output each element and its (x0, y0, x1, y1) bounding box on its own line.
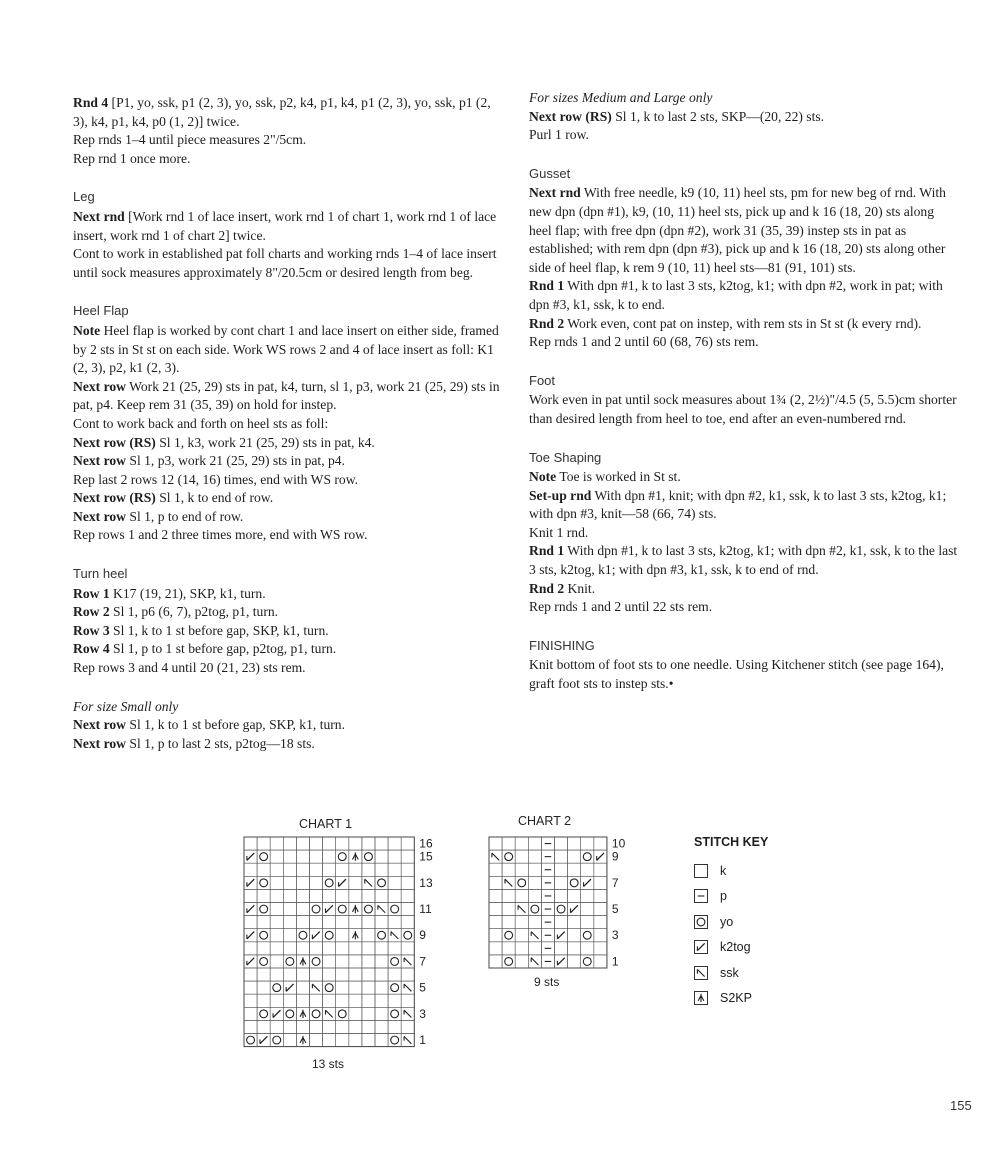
small-next-row-1: Next row Sl 1, k to 1 st before gap, SKP, k1, turn. (73, 717, 345, 733)
chart-2-title: CHART 2 (518, 814, 572, 828)
stitch-key-label: k (720, 863, 727, 878)
rep-rnd1-instruction: Rep rnd 1 once more. (73, 150, 191, 166)
stitch-key-item-yo (694, 909, 768, 935)
stitch-key-label: yo (720, 914, 734, 929)
chart-1-stitch-count: 13 sts (312, 1057, 345, 1071)
gusset-next-rnd: Next rnd With free needle, k9 (10, 11) heel sts, pm for new beg of rnd. With new dpn (dpn #1), k9, (10, 11) heel sts, pick up and k 16 (18, 20) sts along heel flap; with free dpn (dpn #2), work 31 (35, 39) instep sts in pat as established; with rem dpn (dpn #3), pick up and k 16 (18, 20) sts along other side of heel flap, k rem 9 (10, 11) heel sts—81 (91, 101) sts. (529, 185, 946, 275)
chart-1-grid (244, 837, 444, 1057)
medlarge-purl: Purl 1 row. (529, 127, 589, 143)
heel-next-row-2: Next row (RS) Sl 1, k3, work 21 (25, 29) sts in pat, k4. (73, 434, 375, 450)
chart-row-label: 7 (419, 954, 426, 969)
foot-text: Work even in pat until sock measures about 1¾ (2, 2½)"/4.5 (5, 5.5)cm shorter than desired length from heel to toe, end after an even-numbered rnd. (529, 392, 957, 426)
finishing-text: Knit bottom of foot sts to one needle. Using Kitchener stitch (see page 164), graft foot sts to instep sts.• (529, 657, 944, 692)
heel-next-row-4: Next row (RS) Sl 1, k to end of row. (73, 490, 274, 506)
heel-cont: Cont to work back and forth on heel sts as foll: (73, 415, 329, 431)
stitch-key-item-s2kp (694, 986, 768, 1012)
chart-row-label: 5 (611, 901, 619, 916)
chart-row-label: 10 (611, 836, 626, 851)
chart-row-label: 9 (611, 849, 619, 864)
chart-row-label: 9 (419, 928, 426, 943)
gusset-rnd-1: Rnd 1 With dpn #1, k to last 3 sts, k2tog, k1; with dpn #2, work in pat; with dpn #3, k1, ssk, k to end. (529, 278, 943, 312)
turn-row-2: Row 2 Sl 1, p6 (6, 7), p2tog, p1, turn. (73, 604, 279, 620)
chart-row-label: 3 (419, 1006, 426, 1021)
chart-2-stitch-count: 9 sts (534, 975, 560, 989)
ssk-symbol-icon (694, 966, 708, 980)
chart-row-label: 1 (611, 954, 619, 969)
rnd4-instruction: Rnd 4 [P1, yo, ssk, p1 (2, 3), yo, ssk, p2, k4, p1, k4, p1 (2, 3), yo, ssk, p1 (2, 3), k4, p1, k4, p0 (1, 2)] twice. (73, 95, 491, 129)
chart-row-label: 11 (419, 901, 432, 916)
subheading-size-medium-large: For sizes Medium and Large only (529, 90, 713, 105)
turn-rep: Rep rows 3 and 4 until 20 (21, 23) sts rem. (73, 660, 306, 676)
left-column (73, 94, 503, 753)
leg-cont: Cont to work in established pat foll charts and working rnds 1–4 of lace insert until sock measures approximately 8"/20.5cm or desired length from beg. (73, 246, 497, 280)
stitch-key-item-p (694, 884, 768, 910)
turn-row-3: Row 3 Sl 1, k to 1 st before gap, SKP, k1, turn. (73, 622, 329, 638)
rep-rnds-instruction: Rep rnds 1–4 until piece measures 2"/5cm. (73, 132, 307, 148)
section-heading-foot: Foot (529, 372, 556, 388)
right-column (529, 89, 959, 694)
toe-rnd-2: Rnd 2 Knit. (529, 580, 596, 596)
chart-row-label: 16 (419, 836, 433, 851)
turn-row-1: Row 1 K17 (19, 21), SKP, k1, turn. (73, 585, 266, 601)
toe-rnd-1: Rnd 1 With dpn #1, k to last 3 sts, k2tog, k1; with dpn #2, k1, ssk, k to the last 3 sts, k2tog, k1; with dpn #3, k1, ssk, k to end of rnd. (529, 543, 958, 578)
small-next-row-2: Next row Sl 1, p to last 2 sts, p2tog—18 sts. (73, 735, 315, 751)
stitch-key-item-k2tog (694, 935, 768, 961)
page-number: 155 (950, 1098, 972, 1113)
section-heading-gusset: Gusset (529, 165, 571, 181)
stitch-key-label: ssk (720, 965, 739, 980)
heel-rep: Rep last 2 rows 12 (14, 16) times, end with WS row. (73, 471, 359, 487)
toe-note: Note Toe is worked in St st. (529, 469, 681, 485)
p-symbol-icon (694, 889, 708, 903)
chart-row-label: 15 (419, 849, 433, 864)
gusset-rep: Rep rnds 1 and 2 until 60 (68, 76) sts rem. (529, 334, 759, 350)
stitch-key (694, 835, 768, 1011)
stitch-key-list (694, 858, 768, 1011)
chart-row-label: 1 (419, 1032, 426, 1047)
leg-next-rnd: Next rnd [Work rnd 1 of lace insert, work rnd 1 of chart 1, work rnd 1 of lace insert, work rnd 1 of chart 2] twice. (73, 208, 497, 243)
gusset-rnd-2: Rnd 2 Work even, cont pat on instep, with rem sts in St st (k every rnd). (529, 315, 922, 331)
turn-row-4: Row 4 Sl 1, p to 1 st before gap, p2tog, p1, turn. (73, 641, 337, 657)
chart-2-grid (489, 837, 639, 977)
stitch-key-label: S2KP (720, 991, 752, 1006)
stitch-key-title: STITCH KEY (694, 835, 769, 849)
toe-setup-rnd: Set-up rnd With dpn #1, knit; with dpn #2, k1, ssk, k to last 3 sts, k2tog, k1; with dpn #3, knit—58 (66, 74) sts. (529, 487, 947, 522)
section-heading-finishing: FINISHING (529, 637, 595, 653)
heel-next-row-1: Next row Work 21 (25, 29) sts in pat, k4, turn, sl 1, p3, work 21 (25, 29) sts in pat, p4. Keep rem 31 (35, 39) on hold for instep. (73, 378, 500, 413)
chart-row-label: 13 (419, 875, 433, 890)
stitch-key-label: k2tog (720, 940, 751, 955)
section-heading-leg: Leg (73, 189, 95, 205)
s2kp-symbol-icon (694, 991, 708, 1005)
section-heading-toe-shaping: Toe Shaping (529, 449, 602, 465)
section-heading-turn-heel: Turn heel (73, 566, 128, 582)
subheading-size-small: For size Small only (73, 698, 179, 714)
chart-1-title: CHART 1 (299, 817, 353, 831)
chart-row-label: 3 (611, 928, 619, 943)
yo-symbol-icon (694, 915, 708, 929)
heel-note: Note Heel flap is worked by cont chart 1 and lace insert on either side, framed by 2 sts in St st on each side. Work WS rows 2 and 4 of lace insert as foll: K1 (2, 3), p2, k1 (2, 3). (73, 322, 499, 376)
chart-row-label: 7 (611, 875, 619, 890)
medlarge-next-row: Next row (RS) Sl 1, k to last 2 sts, SKP—(20, 22) sts. (529, 108, 825, 124)
k2tog-symbol-icon (694, 940, 708, 954)
heel-next-row-5: Next row Sl 1, p to end of row. (73, 508, 244, 524)
section-heading-heel-flap: Heel Flap (73, 303, 129, 319)
heel-next-row-3: Next row Sl 1, p3, work 21 (25, 29) sts in pat, p4. (73, 453, 345, 469)
k-symbol-icon (694, 864, 708, 878)
stitch-key-item-ssk (694, 960, 768, 986)
stitch-key-item-k (694, 858, 768, 884)
stitch-key-label: p (720, 889, 727, 904)
toe-knit: Knit 1 rnd. (529, 524, 589, 540)
heel-rep-2: Rep rows 1 and 2 three times more, end with WS row. (73, 527, 368, 543)
toe-rep: Rep rnds 1 and 2 until 22 sts rem. (529, 599, 713, 615)
chart-row-label: 5 (419, 980, 426, 995)
